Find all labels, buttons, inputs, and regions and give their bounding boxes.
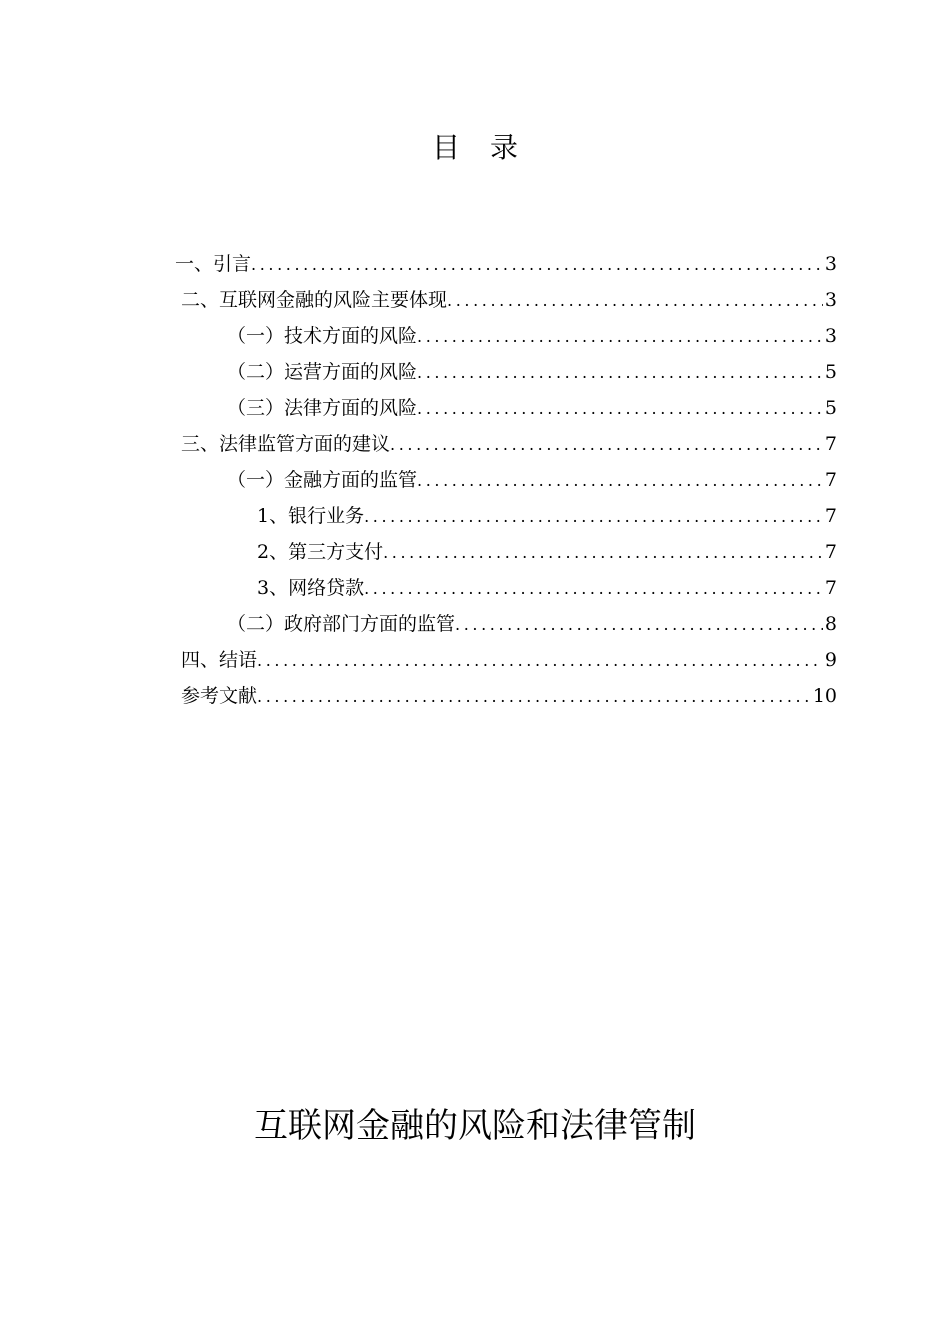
toc-entry-label: 四、结语 [181,649,258,671]
toc-entry-label: 3、网络贷款 [257,577,365,599]
toc-dot-leader [251,247,823,283]
toc-entry-label: （三）法律方面的风险 [227,397,418,419]
toc-heading-right: 录 [490,131,519,164]
toc-entry-page: 5 [824,397,837,419]
toc-dot-leader [417,391,823,427]
toc-dot-leader [364,571,823,607]
toc-entry-page: 5 [824,361,837,383]
toc-dot-leader [390,427,823,463]
toc-entry-label: 2、第三方支付 [257,541,384,563]
toc-entry-page: 7 [824,541,837,563]
toc-entry-section-3-2[interactable] [175,606,837,642]
toc-entry-page: 3 [824,325,837,347]
toc-entry-page: 3 [824,253,837,275]
toc-entry-label: 一、引言 [175,253,252,275]
toc-heading [0,128,950,168]
toc-entry-section-2-2[interactable] [175,354,837,390]
toc-entry-section-2-1[interactable] [175,318,837,354]
toc-entry-page: 8 [824,613,837,635]
toc-dot-leader [257,679,811,715]
toc-dot-leader [447,283,823,319]
toc-entry-section-3-1[interactable] [175,462,837,498]
toc-entry-section-3-1-2[interactable] [175,534,837,570]
toc-entry-label: 二、互联网金融的风险主要体现 [181,289,448,311]
toc-entry-page: 3 [824,289,837,311]
toc-entry-label: 1、银行业务 [257,505,365,527]
toc-dot-leader [455,607,823,643]
toc-dot-leader [417,319,823,355]
toc-entry-section-2[interactable] [175,282,837,318]
toc-entry-label: 三、法律监管方面的建议 [181,433,391,455]
toc-entry-references[interactable] [175,678,837,714]
toc-entry-section-3-1-1[interactable] [175,498,837,534]
toc-dot-leader [417,355,823,391]
toc-entry-page: 7 [824,577,837,599]
toc-entry-page: 10 [812,685,837,707]
toc-entry-section-3[interactable] [175,426,837,462]
toc-entry-label: （一）金融方面的监管 [227,469,418,491]
toc-dot-leader [383,535,823,571]
toc-entry-introduction[interactable] [175,246,837,282]
toc-entry-label: （一）技术方面的风险 [227,325,418,347]
toc-entry-page: 9 [824,649,837,671]
toc-entry-section-3-1-3[interactable] [175,570,837,606]
toc-entry-page: 7 [824,433,837,455]
toc-entry-label: （二）政府部门方面的监管 [227,613,456,635]
toc-dot-leader [257,643,823,679]
toc-entry-conclusion[interactable] [175,642,837,678]
toc-entry-page: 7 [824,505,837,527]
toc-dot-leader [364,499,823,535]
toc-entry-label: （二）运营方面的风险 [227,361,418,383]
toc-heading-left: 目 [431,131,460,164]
toc-dot-leader [417,463,823,499]
toc-entry-page: 7 [824,469,837,491]
document-title: 互联网金融的风险和法律管制 [254,1106,696,1146]
toc-entry-section-2-3[interactable] [175,390,837,426]
toc-entry-label: 参考文献 [181,685,258,707]
table-of-contents [175,246,837,714]
